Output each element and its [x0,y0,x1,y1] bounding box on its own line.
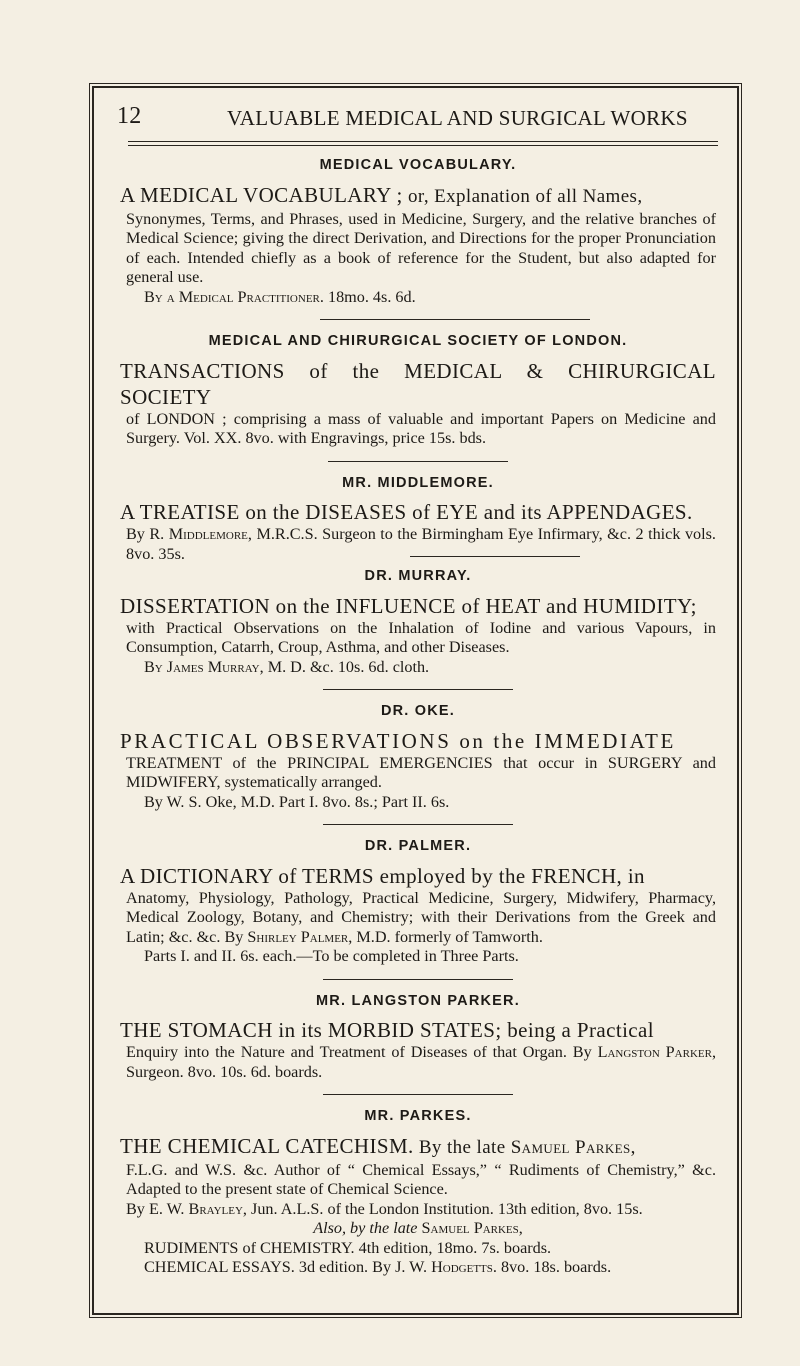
author-name: Middlemore, [168,525,252,543]
book-details: 18mo. 4s. 6d. [323,287,416,306]
section-title: DR. OKE. [380,703,456,719]
text-fragment: M.D. formerly of Tamworth. [352,927,543,946]
author-name: By James Murray, [144,657,264,676]
book-title-rest: By the late [413,1136,511,1158]
catalogue-content [120,156,716,1278]
section-title: MR. LANGSTON PARKER. [316,992,520,1009]
also-label: Also, by the late [313,1219,422,1237]
section-medical-vocabulary [120,156,716,307]
book-description: F.L.G. and W.S. &c. Author of “ Chemical Essays,” “ Rudiments of Chemistry,” &c. Adapted to the present state of Chemical Science. [126,1160,716,1198]
author-name: Samuel Parkes, [421,1219,523,1237]
book-title [120,182,716,210]
author-name: By a Medical Practitioner. [144,287,324,306]
section-title: MR. MIDDLEMORE. [342,474,494,491]
section-divider [328,461,508,462]
related-title: RUDIMENTS of CHEMISTRY. 4th edition, 18mo. 7s. boards. [144,1238,552,1257]
book-title-rest: or, Explanation of all Names, [402,185,643,207]
book-title [120,1133,716,1161]
section-title: MEDICAL AND CHIRURGICAL SOCIETY OF LONDON. [208,333,628,349]
book-title-main: A MEDICAL VOCABULARY ; [120,182,403,207]
section-parkes [120,1107,716,1278]
section-divider [410,556,580,557]
book-description [120,889,716,948]
header-rule [128,145,718,146]
page-header [117,103,717,133]
section-divider [320,319,590,320]
page-number: 12 [117,103,142,129]
author-name: Langston Parker, [597,1043,717,1061]
section-divider [323,979,513,980]
book-title-main: THE CHEMICAL CATECHISM. [120,1133,414,1158]
text-fragment: M.R.C.S. Surgeon to the Birmingham Eye Infirmary, &c. 2 thick vols. 8vo. 35s. [126,525,716,563]
section-title: DR. PALMER. [364,838,472,854]
book-title: A TREATISE on the DISEASES of EYE and its APPENDAGES. [120,500,693,524]
text-fragment: Surgeon. 8vo. 10s. 6d. boards. [126,1062,323,1081]
book-byline [120,1200,716,1220]
book-byline: Parts I. and II. 6s. each.—To be completed in Three Parts. [144,947,519,965]
book-byline [120,288,716,308]
book-byline: By W. S. Oke, M.D. Part I. 8vo. 8s.; Part II. 6s. [144,792,450,811]
author-name: Hodgetts. [431,1258,497,1276]
text-fragment: Enquiry into the Nature and Treatment of Diseases of that Organ. By [126,1043,598,1061]
book-description: of LONDON ; comprising a mass of valuable and important Papers on Medicine and Surgery. Vol. XX. 8vo. with Engravings, price 15s. bds. [126,409,716,447]
author-name: Brayley, [188,1199,247,1218]
book-description: Synonymes, Terms, and Phrases, used in Medicine, Surgery, and the relative branches of Medical Science; giving the direct Derivation, and Directions for the proper Pronunciation of each. Intended chiefly as a book of reference for the Student, but also adapted for general use. [126,209,716,286]
running-title: VALUABLE MEDICAL AND SURGICAL WORKS [227,106,688,130]
book-details: M. D. &c. 10s. 6d. cloth. [263,657,430,676]
text-fragment: CHEMICAL ESSAYS. 3d edition. By J. W. [144,1258,432,1276]
text-fragment: By E. W. [126,1199,189,1218]
book-title: PRACTICAL OBSERVATIONS on the IMMEDIATE [120,728,676,753]
section-divider [323,1094,513,1095]
section-langston-parker [120,992,716,1083]
author-name: Samuel Parkes, [510,1136,636,1158]
section-title: DR. MURRAY. [364,568,472,584]
book-title: TRANSACTIONS of the MEDICAL & CHIRURGICAL SOCIETY [120,358,716,409]
book-description [120,1043,716,1082]
section-title: MEDICAL VOCABULARY. [319,157,517,173]
author-name: Shirley Palmer, [247,927,353,946]
book-description [120,525,716,564]
text-fragment: 8vo. 18s. boards. [496,1258,612,1276]
related-title [120,1258,716,1278]
section-medical-chirurgical-society [120,332,716,449]
text-fragment: By R. [126,525,169,543]
book-title: THE STOMACH in its MORBID STATES; being a Practical [120,1018,654,1042]
section-divider [323,824,513,825]
section-palmer [120,837,716,967]
section-murray [120,567,716,677]
book-title: A DICTIONARY of TERMS employed by the FRENCH, in [120,863,645,888]
also-by-line [120,1219,716,1239]
section-oke [120,702,716,812]
section-middlemore [120,474,716,565]
section-title: MR. PARKES. [364,1108,472,1124]
text-fragment: Anatomy, Physiology, Pathology, Practical Medicine, Surgery, Midwifery, Pharmacy, Medical Zoology, Botany, and Chemistry; with their Derivations from the Greek and Latin; &c. &c. By [126,888,716,946]
section-divider [323,689,513,690]
text-fragment: Jun. A.L.S. of the London Institution. 13th edition, 8vo. 15s. [246,1199,643,1218]
header-rule [128,141,718,142]
book-description: TREATMENT of the PRINCIPAL EMERGENCIES that occur in SURGERY and MIDWIFERY, systematically arranged. [126,753,716,791]
book-byline [120,658,716,678]
book-title: DISSERTATION on the INFLUENCE of HEAT and HUMIDITY; [120,593,697,618]
book-description: with Practical Observations on the Inhalation of Iodine and various Vapours, in Consumption, Catarrh, Croup, Asthma, and other Diseases. [126,618,716,656]
